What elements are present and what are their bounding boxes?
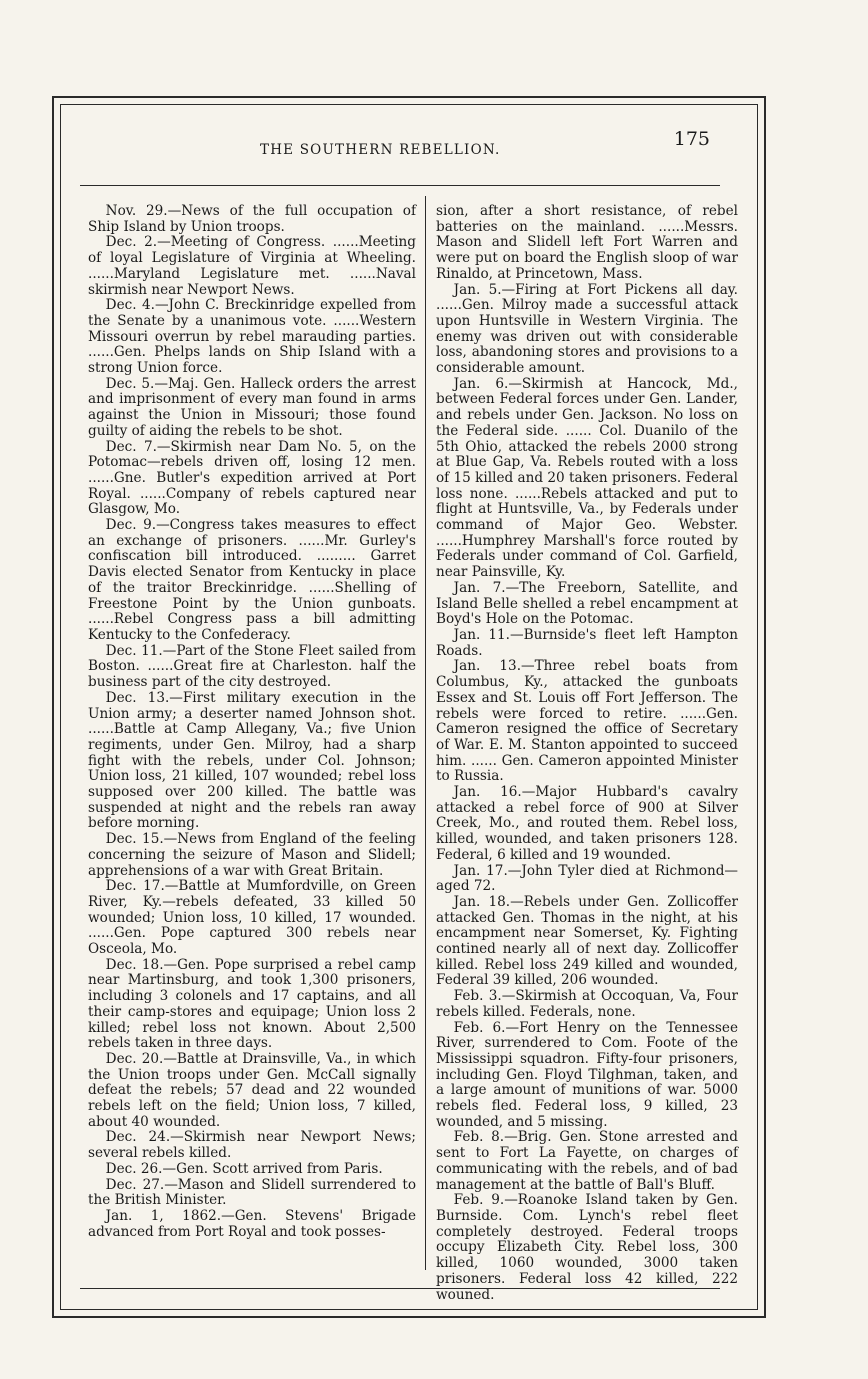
entry-jan-6: Jan. 6.—Skirmish at Hancock, Md., between Federal forces under Gen. Lander, and rebels under Gen. Jackson. No loss on the Federal side. ...... Col. Duanilo of the 5th Ohio, attacked the rebels 2000 strong at Blue Gap, Va. Rebels routed with a loss of 15 killed and 20 taken prisoners. Federal loss none. ......Rebels attacked and put to flight at Huntsville, Va., by Federals under command of Major Geo. Webster. ......Humphrey Marshall's force routed by Federals under command of Col. Garfield, near Painsville, Ky. bbox=[436, 375, 738, 581]
entry-dec-2: Dec. 2.—Meeting of Congress. ......Meeting of loyal Legislature of Virginia at Wheeling. ......Maryland Legislature met. ......Naval skirmish near Newport News. bbox=[88, 234, 416, 298]
entry-dec-20: Dec. 20.—Battle at Drainsville, Va., in which the Union troops under Gen. McCall signally defeat the rebels; 57 dead and 22 wounded rebels left on the field; Union loss, 7 killed, about 40 wounded. bbox=[88, 1050, 416, 1130]
page-header bbox=[70, 120, 710, 164]
entry-nov-29: Nov. 29.—News of the full occupation of Ship Island by Union troops. bbox=[88, 203, 416, 235]
entry-feb-3: Feb. 3.—Skirmish at Occoquan, Va, Four rebels killed. Federals, none. bbox=[436, 988, 738, 1020]
entry-jan-11: Jan. 11.—Burnside's fleet left Hampton Roads. bbox=[436, 626, 738, 659]
left-column bbox=[88, 204, 416, 1240]
entry-dec-26: Dec. 26.—Gen. Scott arrived from Paris. bbox=[105, 1160, 383, 1177]
header-rule bbox=[80, 185, 720, 186]
entry-dec-18: Dec. 18.—Gen. Pope surprised a rebel camp near Martinsburg, and took 1,300 prisoners, including 3 colonels and 17 captains, and all their camp-stores and equipage; Union loss 2 killed; rebel loss not known. About 2,500 rebels taken in three days. bbox=[88, 956, 416, 1052]
entry-jan-1-cont: sion, after a short resistance, of rebel batteries on the mainland. ......Messrs. Mason and Slidell left Fort Warren and were put on board the English sloop of war Rinaldo, at Princetown, Mass. bbox=[436, 203, 738, 282]
entry-feb-8: Feb. 8.—Brig. Gen. Stone arrested and sent to Fort La Fayette, on charges of communicating with the rebels, and of bad management at the battle of Ball's Bluff. bbox=[436, 1129, 738, 1193]
entry-dec-17: Dec. 17.—Battle at Mumfordville, on Green River, Ky.—rebels defeated, 33 killed 50 wounded; Union loss, 10 killed, 17 wounded. ......Gen. Pope captured 300 rebels near Osceola, Mo. bbox=[88, 878, 416, 958]
entry-jan-5: Jan. 5.—Firing at Fort Pickens all day. ......Gen. Milroy made a successful attack upon Huntsville in Western Virginia. The enemy was driven out with considerable loss, abandoning stores and provisions to a considerable amount. bbox=[436, 281, 738, 377]
entry-dec-5: Dec. 5.—Maj. Gen. Halleck orders the arrest and imprisonment of every man found in arms against the Union in Missouri; those found guilty of aiding the rebels to be shot. bbox=[88, 375, 416, 439]
column-divider bbox=[425, 196, 426, 1270]
entry-dec-9: Dec. 9.—Congress takes measures to effect an exchange of prisoners. ......Mr. Gurley's confiscation bill introduced. ......... Garret Davis elected Senator from Kentucky in place of the traitor Breckinridge. ......Shelling of Freestone Point by the Union gunboats. ......Rebel Congress pass a bill admitting Kentucky to the Confederacy. bbox=[88, 517, 416, 643]
entry-jan-13: Jan. 13.—Three rebel boats from Columbus, Ky., attacked the gunboats Essex and St. Louis off Fort Jefferson. The rebels were forced to retire. ......Gen. Cameron resigned the office of Secretary of War. E. M. Stanton appointed to succeed him. ...... Gen. Cameron appointed Minister to Russia. bbox=[436, 658, 738, 785]
entry-feb-6: Feb. 6.—Fort Henry on the Tennessee River, surrendered to Com. Foote of the Mississippi squadron. Fifty-four prisoners, including Gen. Floyd Tilghman, taken, and a large amount of munitions of war. 5000 rebels fled. Federal loss, 9 killed, 23 wounded, and 5 missing. bbox=[436, 1019, 738, 1130]
right-column bbox=[436, 204, 738, 1303]
entry-jan-1: Jan. 1, 1862.—Gen. Stevens' Brigade advanced from Port Royal and took posses- bbox=[88, 1208, 416, 1240]
entry-dec-15: Dec. 15.—News from England of the feeling concerning the seizure of Mason and Slidell; apprehensions of a war with Great Britain. bbox=[88, 831, 416, 879]
entry-dec-4: Dec. 4.—John C. Breckinridge expelled from the Senate by a unanimous vote. ......Western Missouri overrun by rebel marauding parties. ......Gen. Phelps lands on Ship Island with a strong Union force. bbox=[88, 297, 416, 377]
entry-jan-18: Jan. 18.—Rebels under Gen. Zollicoffer attacked Gen. Thomas in the night, at his encampment near Somerset, Ky. Fighting contined nearly all of next day. Zollicoffer killed. Rebel loss 249 killed and wounded, Federal 39 killed, 206 wounded. bbox=[436, 893, 738, 989]
entry-dec-7: Dec. 7.—Skirmish near Dam No. 5, on the Potomac—rebels driven off, losing 12 men. ......Gne. Butler's expedition arrived at Port Royal. ......Company of rebels captured near Glasgow, Mo. bbox=[88, 438, 416, 518]
page-number: 175 bbox=[673, 128, 710, 150]
footer-rule bbox=[80, 1288, 720, 1289]
entry-dec-13: Dec. 13.—First military execution in the Union army; a deserter named Johnson shot. ......Battle at Camp Allegany, Va.; five Union regiments, under Gen. Milroy, had a sharp fight with the rebels, under Col. Johnson; Union loss, 21 killed, 107 wounded; rebel loss supposed over 200 killed. The battle was suspended at night and the rebels ran away before morning. bbox=[88, 689, 416, 832]
running-head: THE SOUTHERN REBELLION. bbox=[260, 142, 501, 158]
entry-jan-16: Jan. 16.—Major Hubbard's cavalry attacked a rebel force of 900 at Silver Creek, Mo., and routed them. Rebel loss, killed, wounded, and taken prisoners 128. Federal, 6 killed and 19 wounded. bbox=[436, 784, 738, 863]
entry-dec-11: Dec. 11.—Part of the Stone Fleet sailed from Boston. ......Great fire at Charleston. half the business part of the city destroyed. bbox=[88, 642, 416, 691]
entry-dec-27: Dec. 27.—Mason and Slidell surrendered to the British Minister. bbox=[88, 1176, 416, 1209]
entry-jan-17: Jan. 17.—John Tyler died at Richmond—aged 72. bbox=[436, 862, 738, 895]
entry-feb-9: Feb. 9.—Roanoke Island taken by Gen. Burnside. Com. Lynch's rebel fleet completely destroyed. Federal troops occupy Elizabeth City. Rebel loss, 300 killed, 1060 wounded, 3000 taken prisoners. Federal loss 42 killed, 222 wouned. bbox=[436, 1192, 738, 1303]
entry-dec-24: Dec. 24.—Skirmish near Newport News; several rebels killed. bbox=[88, 1129, 416, 1162]
entry-jan-7: Jan. 7.—The Freeborn, Satellite, and Island Belle shelled a rebel encampment at Boyd's Hole on the Potomac. bbox=[436, 579, 738, 628]
